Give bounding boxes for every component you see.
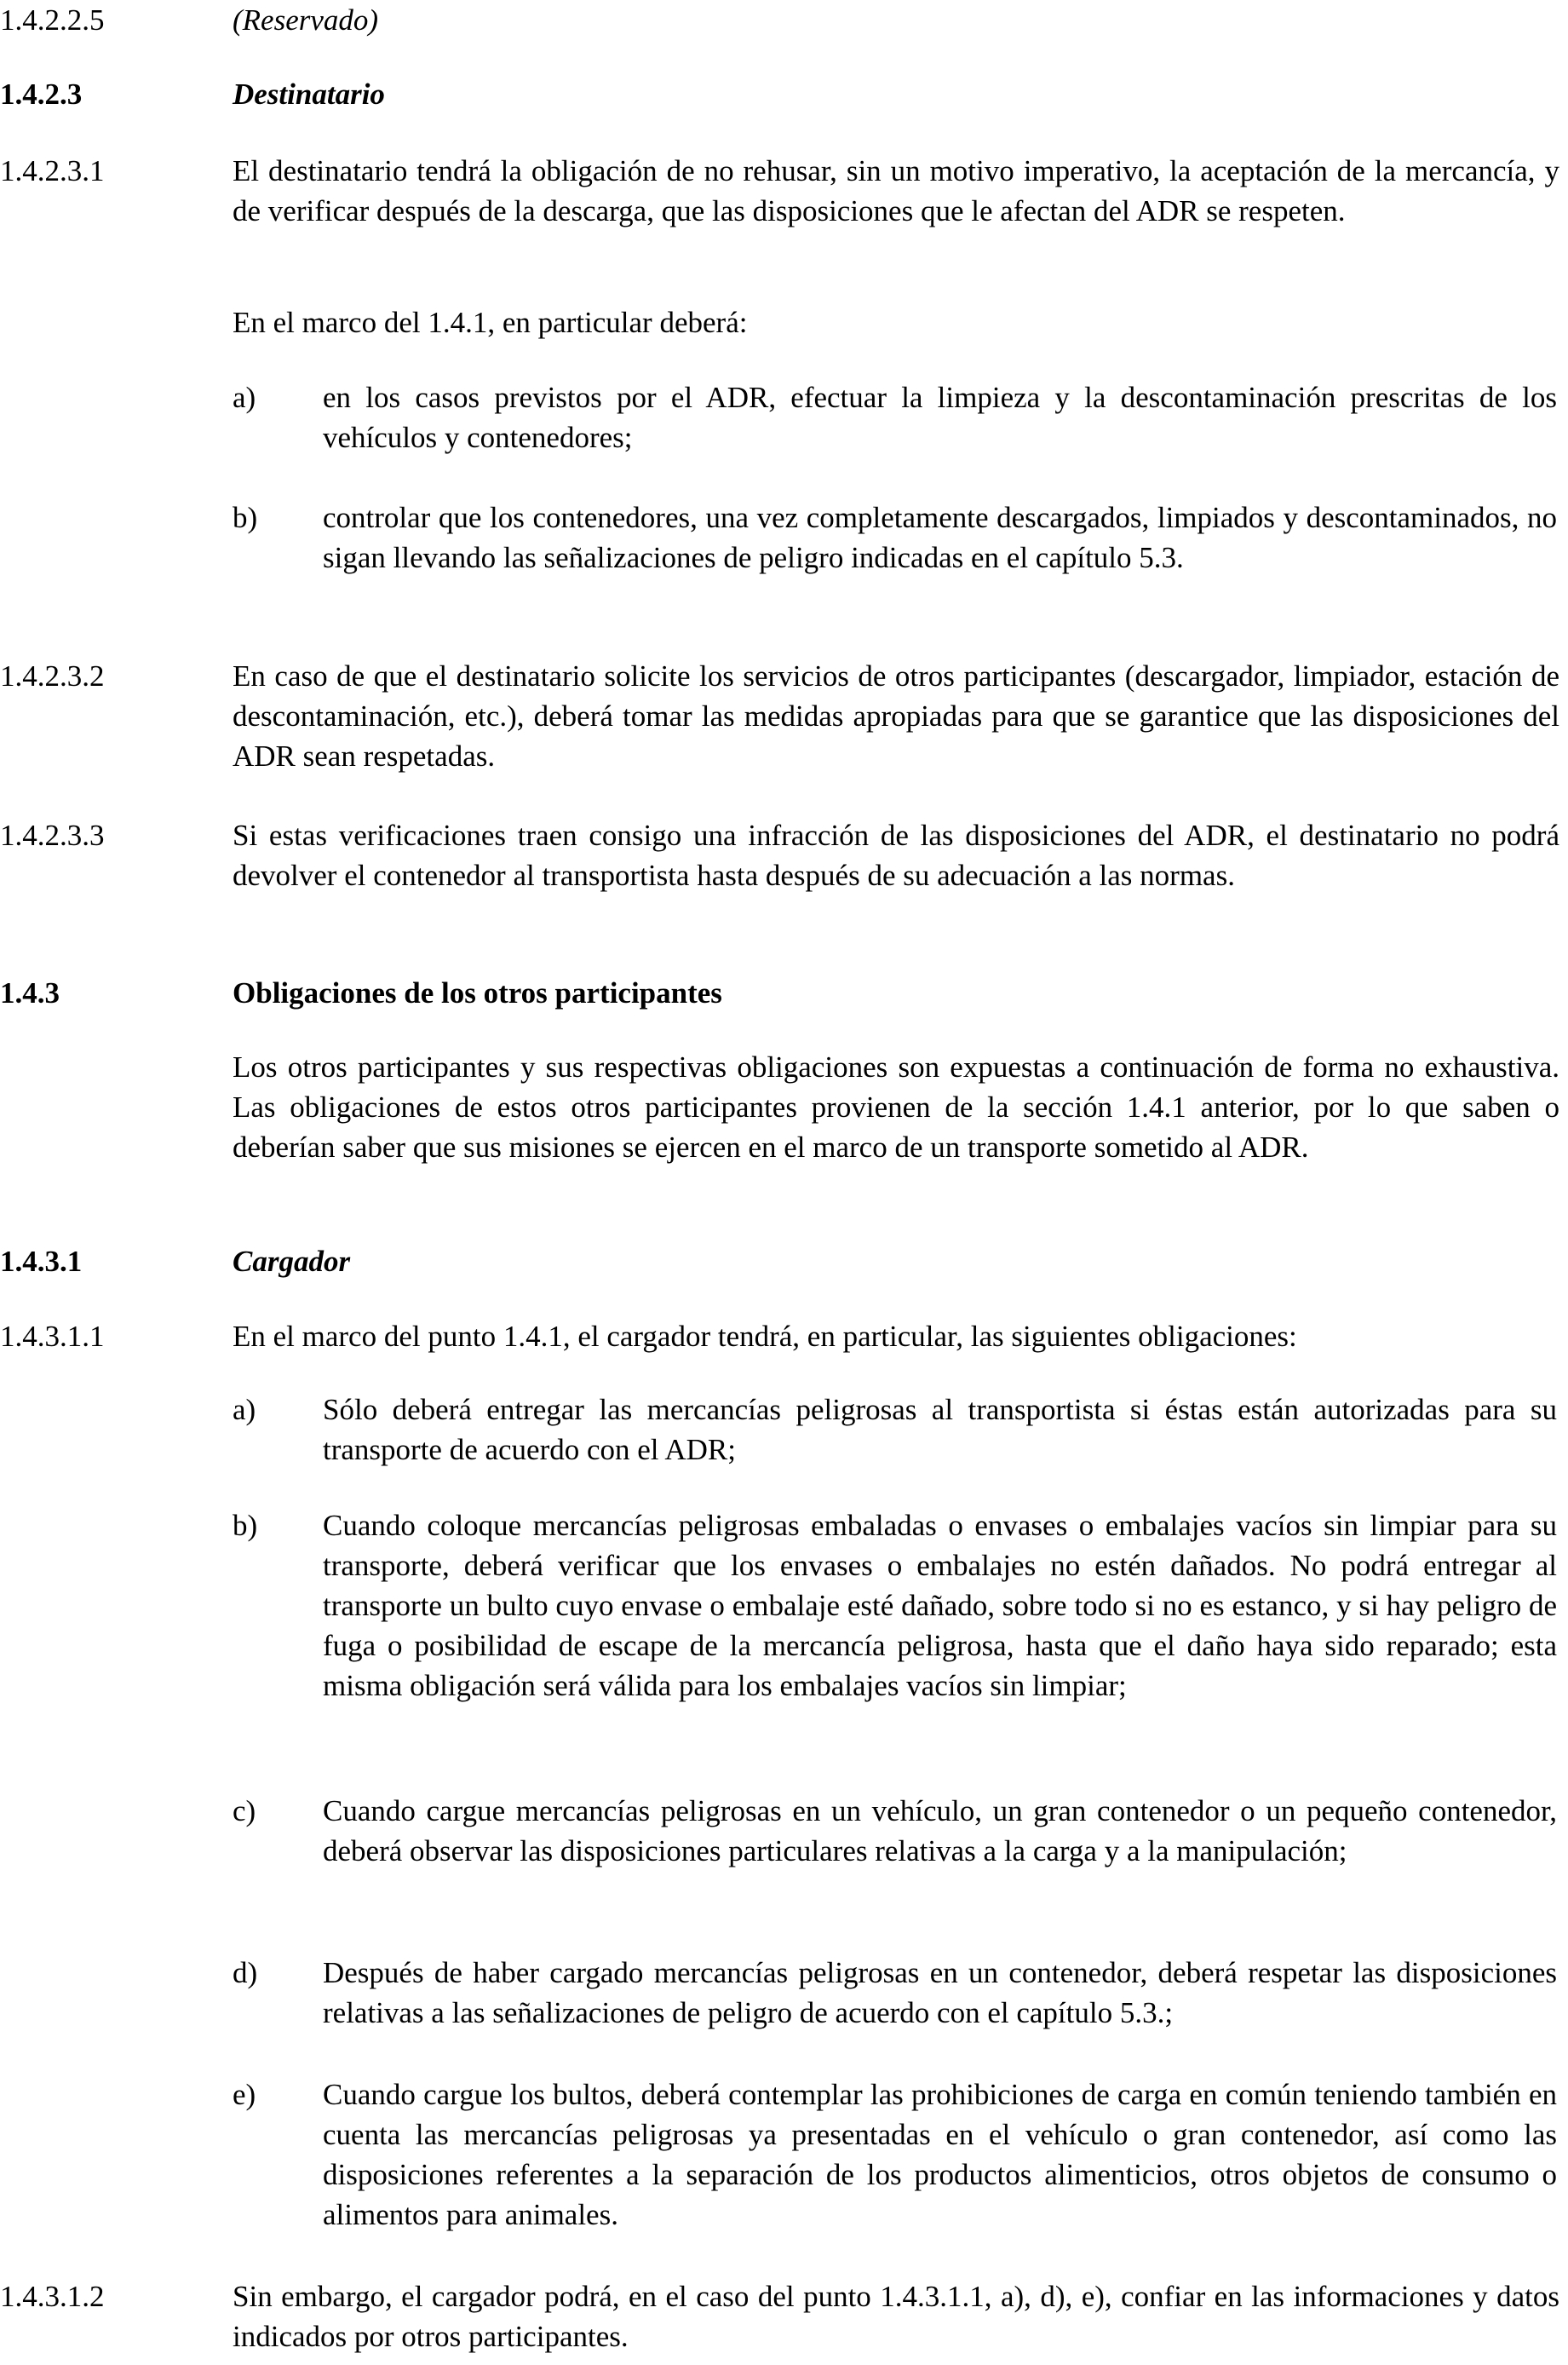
list-item-label: e): [233, 2078, 256, 2111]
paragraph-intro: En el marco del 1.4.1, en particular deberá:: [233, 306, 748, 339]
list-item-text: Cuando coloque mercancías peligrosas embaladas o envases o embalajes vacíos sin limpiar para su transporte, deberá verificar que los envases o embalajes no estén dañados. No podrá entregar al transporte un bulto cuyo envase o embalaje esté dañado, sobre todo si no es estanco, y si hay peligro de fuga o posibilidad de escape de la mercancía peligrosa, hasta que el daño haya sido reparado; esta misma obligación será válida para los embalajes vacíos sin limpiar;: [323, 1509, 1557, 1702]
list-item-label: a): [233, 1393, 256, 1426]
list-item-text: Cuando cargue mercancías peligrosas en un vehículo, un gran contenedor o un pequeño contenedor, deberá observar las disposiciones particulares relativas a la carga y a la manipulación;: [323, 1794, 1557, 1867]
paragraph: Sin embargo, el cargador podrá, en el caso del punto 1.4.3.1.1, a), d), e), confiar en las informaciones y datos indicados por otros participantes.: [233, 2280, 1559, 2353]
paragraph: Si estas verificaciones traen consigo una infracción de las disposiciones del ADR, el destinatario no podrá devolver el contenedor al transportista hasta después de su adecuación a las normas.: [233, 819, 1559, 892]
section-title: (Reservado): [233, 3, 379, 37]
section-title: Cargador: [233, 1245, 351, 1278]
list-item-text: en los casos previstos por el ADR, efectuar la limpieza y la descontaminación prescritas de los vehículos y contenedores;: [323, 381, 1557, 454]
list-item-text: controlar que los contenedores, una vez completamente descargados, limpiados y descontaminados, no sigan llevando las señalizaciones de peligro indicadas en el capítulo 5.3.: [323, 501, 1557, 574]
list-item-text: Después de haber cargado mercancías peligrosas en un contenedor, deberá respetar las disposiciones relativas a las señalizaciones de peligro de acuerdo con el capítulo 5.3.;: [323, 1956, 1557, 2029]
paragraph: El destinatario tendrá la obligación de no rehusar, sin un motivo imperativo, la aceptación de la mercancía, y de verificar después de la descarga, que las disposiciones que le afectan del ADR se respeten.: [233, 154, 1559, 227]
list-item-label: a): [233, 381, 256, 414]
section-number: 1.4.2.3: [0, 78, 83, 111]
section-number: 1.4.2.3.2: [0, 659, 105, 693]
paragraph: Los otros participantes y sus respectivas obligaciones son expuestas a continuación de forma no exhaustiva. Las obligaciones de estos otros participantes provienen de la sección 1.4.1 anterior, por lo que saben o deberían saber que sus misiones se ejercen en el marco de un transporte sometido al ADR.: [233, 1050, 1559, 1164]
section-number: 1.4.2.3.1: [0, 154, 105, 187]
list-item-label: d): [233, 1956, 258, 1989]
list-item-label: b): [233, 501, 258, 534]
paragraph: En el marco del punto 1.4.1, el cargador tendrá, en particular, las siguientes obligaciones:: [233, 1320, 1297, 1353]
section-number: 1.4.3: [0, 976, 60, 1010]
section-number: 1.4.2.2.5: [0, 3, 105, 37]
paragraph: En caso de que el destinatario solicite los servicios de otros participantes (descargador, limpiador, estación de descontaminación, etc.), deberá tomar las medidas apropiadas para que se garantice que las disposiciones del ADR sean respetadas.: [233, 659, 1559, 773]
list-item-label: b): [233, 1509, 258, 1542]
list-item-label: c): [233, 1794, 256, 1827]
section-number: 1.4.3.1.1: [0, 1320, 105, 1353]
section-number: 1.4.2.3.3: [0, 819, 105, 852]
section-number: 1.4.3.1.2: [0, 2280, 105, 2313]
list-item-text: Sólo deberá entregar las mercancías peligrosas al transportista si éstas están autorizadas para su transporte de acuerdo con el ADR;: [323, 1393, 1557, 1466]
section-title: Destinatario: [233, 78, 385, 111]
section-number: 1.4.3.1: [0, 1245, 83, 1278]
list-item-text: Cuando cargue los bultos, deberá contemplar las prohibiciones de carga en común teniendo también en cuenta las mercancías peligrosas ya presentadas en el vehículo o gran contenedor, así como las disposiciones referentes a la separación de los productos alimenticios, otros objetos de consumo o alimentos para animales.: [323, 2078, 1557, 2231]
section-title: Obligaciones de los otros participantes: [233, 976, 722, 1010]
